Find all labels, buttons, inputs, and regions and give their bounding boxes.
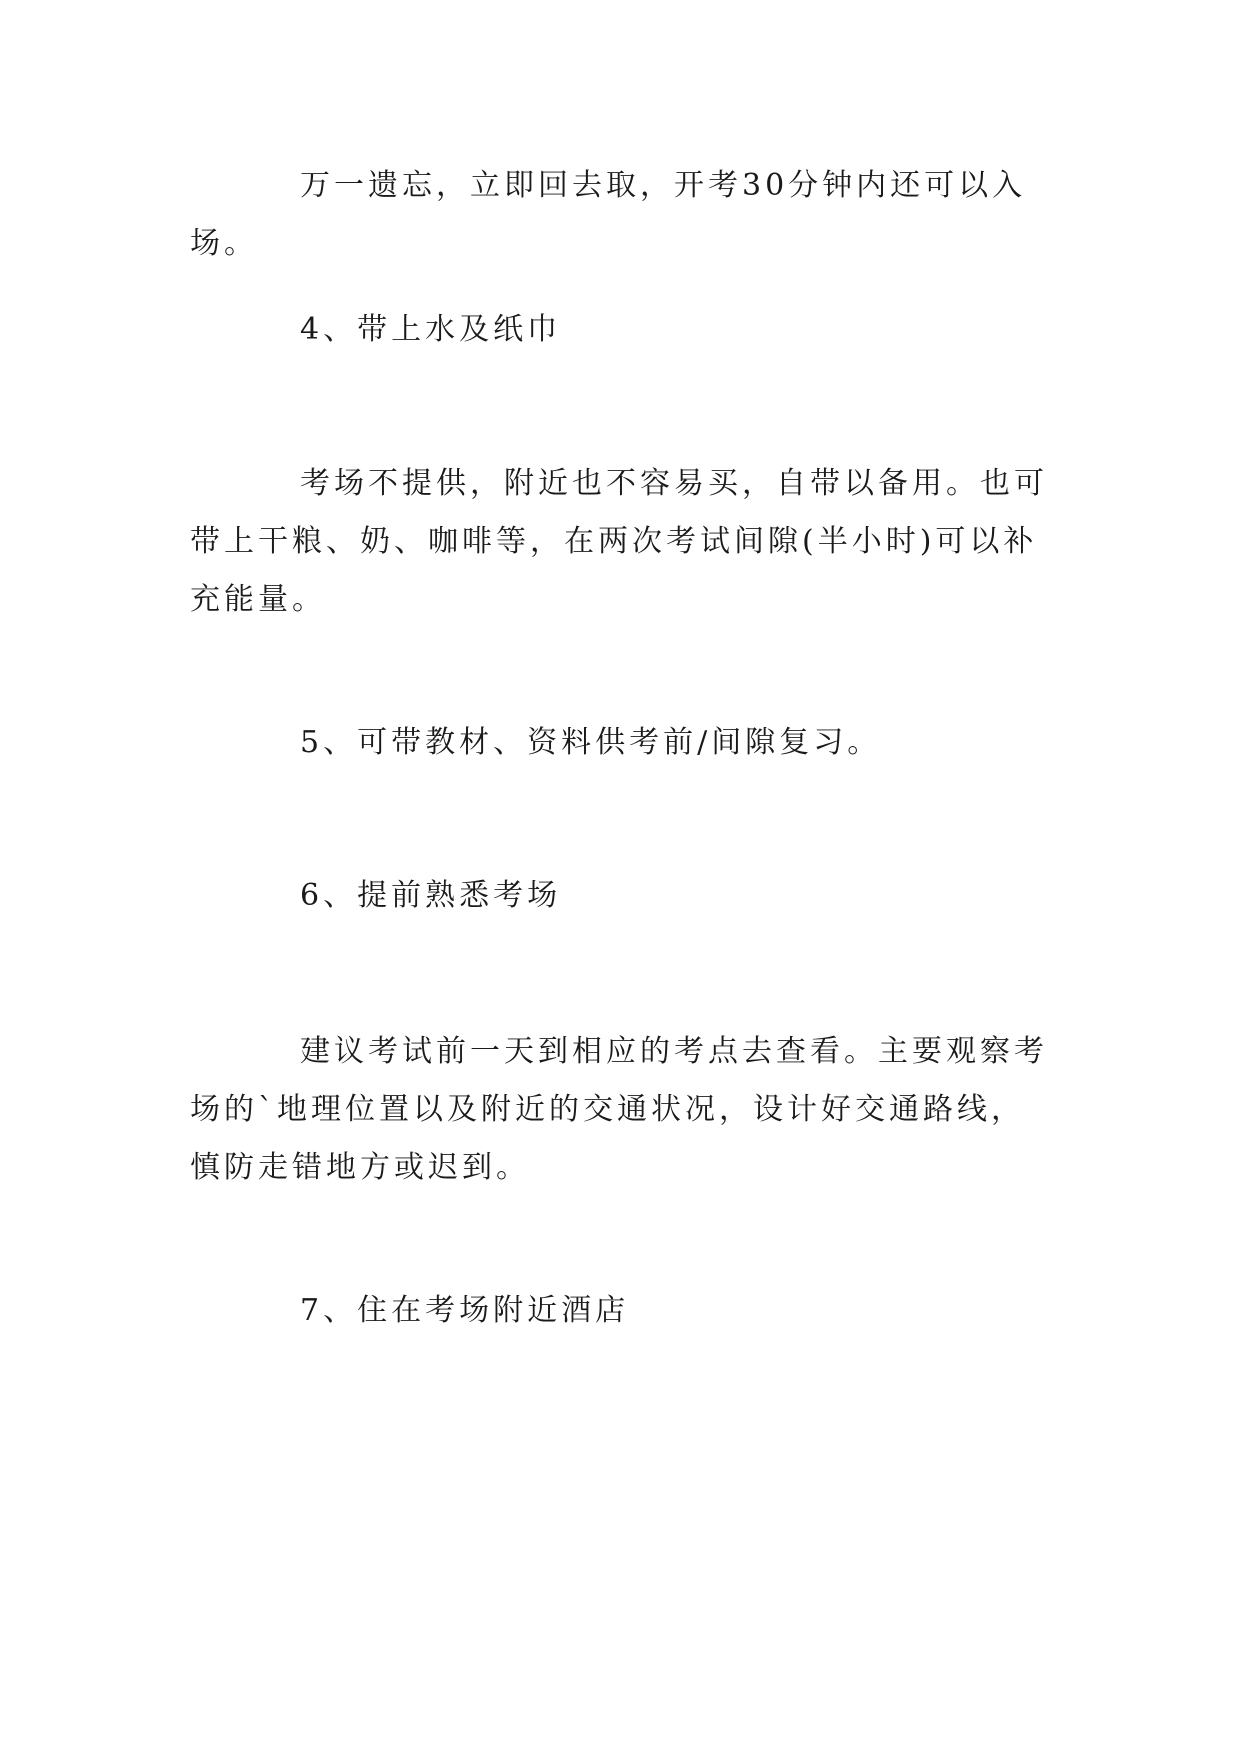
- heading-hotel-nearby: 7、住在考场附近酒店: [300, 1293, 630, 1328]
- paragraph-venue-detail: 建议考试前一天到相应的考点去查看。主要观察考场的`地理位置以及附近的交通状况，设计好交通路线，慎防走错地方或迟到。: [190, 1034, 1048, 1185]
- heading-bring-materials: 5、可带教材、资料供考前/间隙复习。: [300, 725, 882, 760]
- paragraph-water-tissue-detail: 考场不提供，附近也不容易买，自带以备用。也可带上干粮、奶、咖啡等，在两次考试间隙(半小时)可以补充能量。: [190, 466, 1048, 617]
- paragraph-forgot-items: 万一遗忘，立即回去取，开考30分钟内还可以入场。: [190, 168, 1027, 261]
- heading-bring-water-tissue: 4、带上水及纸巾: [300, 312, 562, 347]
- heading-familiarize-venue: 6、提前熟悉考场: [300, 878, 562, 913]
